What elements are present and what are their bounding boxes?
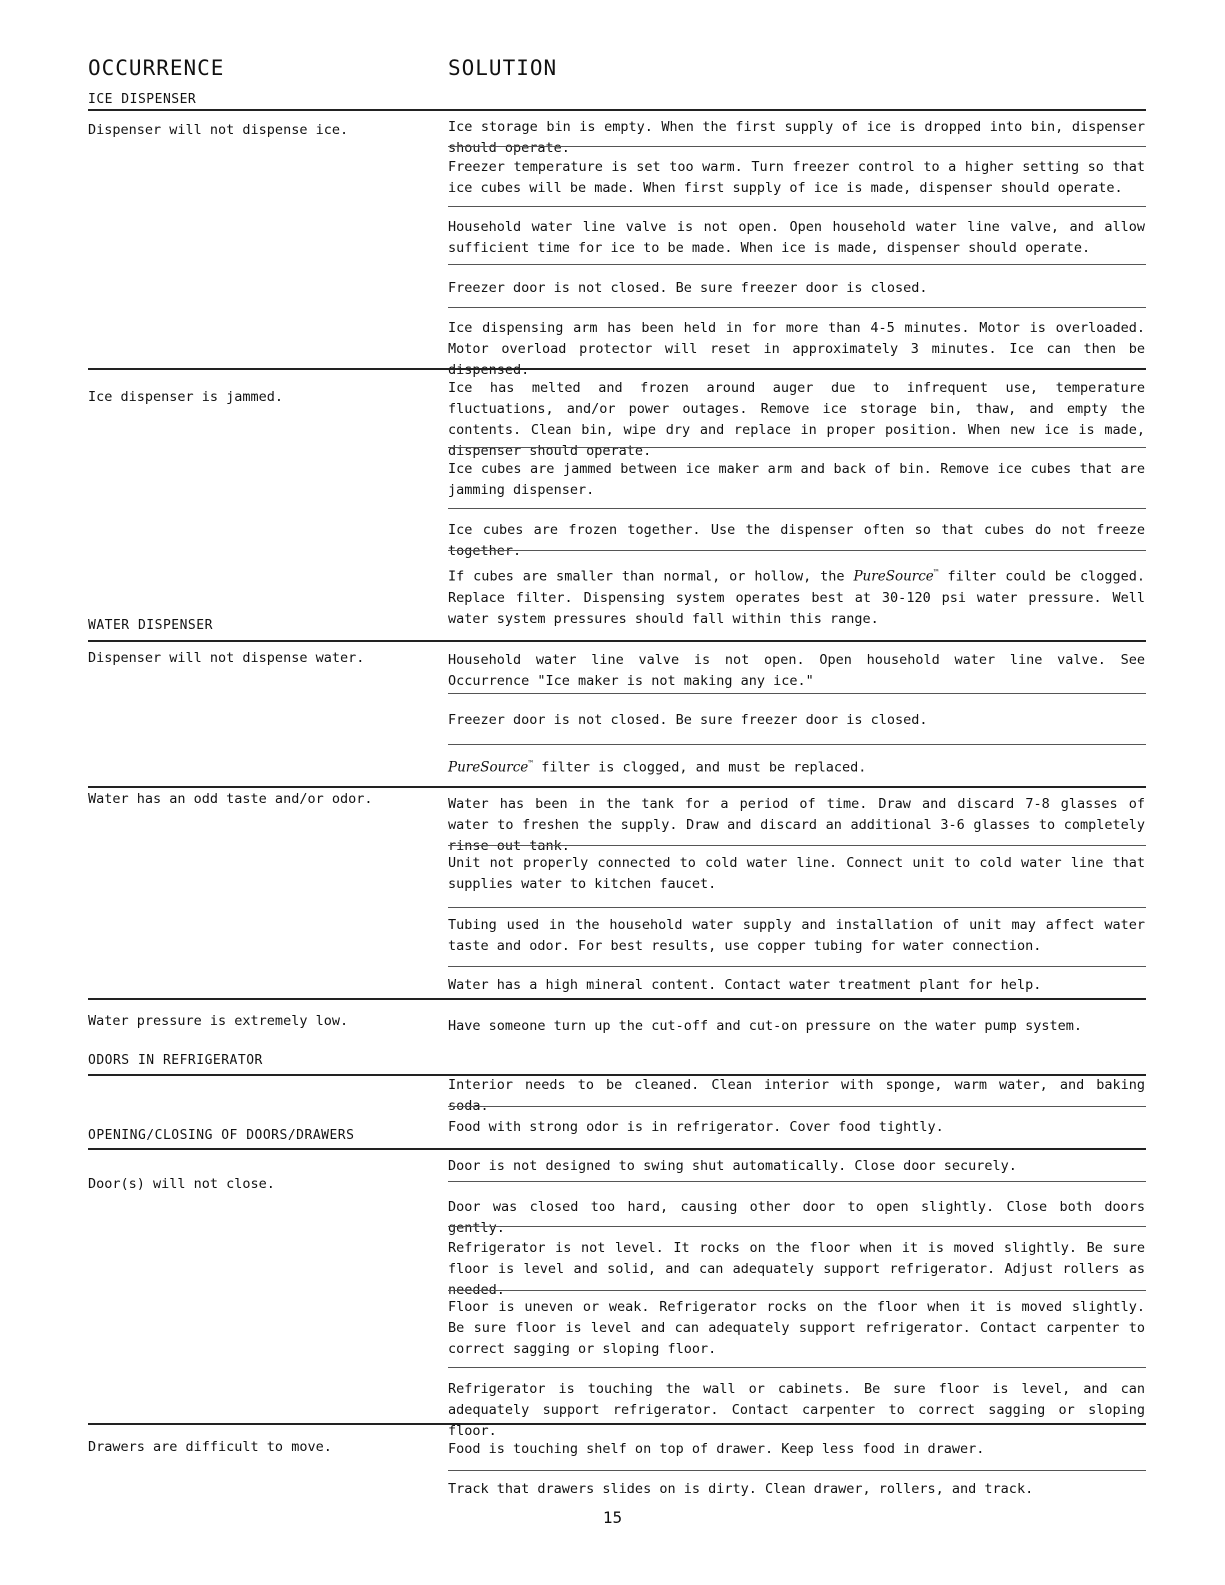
- solution-item: Ice cubes are frozen together. Use the dispenser often so that cubes do not freeze together.: [448, 522, 1145, 559]
- solution-item: Tubing used in the household water supply and installation of unit may affect water taste and odor. For best results, use copper tubing for water connection.: [448, 917, 1145, 954]
- solution-text: If cubes are smaller than normal, or hollow, the: [448, 568, 854, 585]
- solution-item: Ice dispensing arm has been held in for more than 4-5 minutes. Motor is overloaded. Motor overload protector will reset in approximately 3 minutes. Ice can then be dispensed.: [448, 320, 1145, 378]
- solution-item: Refrigerator is touching the wall or cabinets. Be sure floor is level, and can adequately support refrigerator. Contact carpenter to correct sagging or sloping floor.: [448, 1381, 1145, 1439]
- brand-name: PureSource: [853, 568, 934, 585]
- solution-heading: SOLUTION: [448, 56, 558, 80]
- trademark-mark: ™: [933, 568, 939, 577]
- divider: [448, 146, 1146, 147]
- solution-text: filter could be clogged. Replace filter. Dispensing system operates best at 30-120 psi water pressure. Well water system pressures should fall within this range.: [448, 568, 1145, 627]
- solution-item: Food with strong odor is in refrigerator. Cover food tightly.: [448, 1119, 944, 1135]
- occurrence-ice-jammed: Ice dispenser is jammed.: [88, 389, 284, 405]
- solution-item: Water has a high mineral content. Contact water treatment plant for help.: [448, 977, 1042, 993]
- divider: [448, 907, 1146, 908]
- solution-item: Household water line valve is not open. Open household water line valve, and allow sufficient time for ice to be made. When ice is made, dispenser should operate.: [448, 219, 1145, 256]
- occurrence-odd-taste: Water has an odd taste and/or odor.: [88, 791, 373, 807]
- solution-item: Freezer temperature is set too warm. Turn freezer control to a higher setting so that ice cubes will be made. When first supply of ice is made, dispenser should operate.: [448, 159, 1145, 196]
- solution-item: [448, 562, 1145, 630]
- divider: [448, 307, 1146, 308]
- occurrence-drawers-difficult: Drawers are difficult to move.: [88, 1439, 332, 1455]
- divider: [448, 966, 1146, 967]
- page-number: 15: [602, 1508, 623, 1527]
- divider: [448, 550, 1146, 551]
- divider: [448, 447, 1146, 448]
- solution-item: Track that drawers slides on is dirty. Clean drawer, rollers, and track.: [448, 1481, 1034, 1497]
- occurrence-door-wont-close: Door(s) will not close.: [88, 1176, 275, 1192]
- section-rule: [88, 998, 1146, 1000]
- section-ice-dispenser: ICE DISPENSER: [88, 92, 197, 107]
- occurrence-no-ice: Dispenser will not dispense ice.: [88, 122, 349, 138]
- brand-name: PureSource: [448, 759, 529, 776]
- solution-item: Water has been in the tank for a period of time. Draw and discard 7-8 glasses of water to freshen the supply. Draw and discard an additional 3-6 glasses to completely rinse out tank.: [448, 796, 1145, 854]
- section-rule: [88, 368, 1146, 370]
- occurrence-low-pressure: Water pressure is extremely low.: [88, 1013, 349, 1029]
- occurrence-no-water: Dispenser will not dispense water.: [88, 650, 365, 666]
- divider: [448, 1470, 1146, 1471]
- divider: [448, 1181, 1146, 1182]
- divider: [448, 206, 1146, 207]
- solution-item: Freezer door is not closed. Be sure freezer door is closed.: [448, 280, 928, 296]
- section-odors: ODORS IN REFRIGERATOR: [88, 1053, 263, 1068]
- divider: [448, 1106, 1146, 1107]
- trademark-mark: ™: [528, 759, 534, 768]
- solution-item: Ice storage bin is empty. When the first supply of ice is dropped into bin, dispenser should operate.: [448, 119, 1145, 156]
- divider: [448, 1226, 1146, 1227]
- solution-item: Interior needs to be cleaned. Clean interior with sponge, warm water, and baking soda.: [448, 1077, 1145, 1114]
- solution-item: [448, 753, 1145, 779]
- section-rule: [88, 109, 1146, 111]
- divider: [448, 693, 1146, 694]
- solution-item: Door was closed too hard, causing other door to open slightly. Close both doors gently.: [448, 1199, 1145, 1236]
- occurrence-heading: OCCURRENCE: [88, 56, 225, 80]
- solution-item: Food is touching shelf on top of drawer. Keep less food in drawer.: [448, 1441, 985, 1457]
- divider: [448, 264, 1146, 265]
- divider: [448, 845, 1146, 846]
- divider: [448, 508, 1146, 509]
- section-rule: [88, 786, 1146, 788]
- solution-item: Unit not properly connected to cold water line. Connect unit to cold water line that supplies water to kitchen faucet.: [448, 855, 1145, 892]
- solution-item: Ice has melted and frozen around auger due to infrequent use, temperature fluctuations, and/or power outages. Remove ice storage bin, thaw, and empty the contents. Clean bin, wipe dry and replace in proper position. When new ice is made, dispenser should operate.: [448, 380, 1145, 459]
- divider: [448, 1367, 1146, 1368]
- section-rule: [88, 640, 1146, 642]
- divider: [448, 1290, 1146, 1291]
- solution-item: Floor is uneven or weak. Refrigerator rocks on the floor when it is moved slightly. Be sure floor is level and can adequately support refrigerator. Contact carpenter to correct sagging or sloping floor.: [448, 1299, 1145, 1357]
- section-water-dispenser: WATER DISPENSER: [88, 618, 213, 633]
- solution-item: Household water line valve is not open. Open household water line valve. See Occurrence "Ice maker is not making any ice.": [448, 652, 1145, 689]
- section-rule: [88, 1148, 1146, 1150]
- solution-item: Refrigerator is not level. It rocks on the floor when it is moved slightly. Be sure floor is level and solid, and can adequately support refrigerator. Adjust rollers as needed.: [448, 1240, 1145, 1298]
- solution-item: Door is not designed to swing shut automatically. Close door securely.: [448, 1158, 1017, 1174]
- section-doors: OPENING/CLOSING OF DOORS/DRAWERS: [88, 1128, 355, 1143]
- solution-item: Ice cubes are jammed between ice maker arm and back of bin. Remove ice cubes that are jamming dispenser.: [448, 461, 1145, 498]
- solution-text: filter is clogged, and must be replaced.: [533, 759, 867, 776]
- section-rule: [88, 1423, 1146, 1425]
- divider: [448, 744, 1146, 745]
- solution-item: Have someone turn up the cut-off and cut-on pressure on the water pump system.: [448, 1018, 1082, 1034]
- solution-item: Freezer door is not closed. Be sure freezer door is closed.: [448, 712, 928, 728]
